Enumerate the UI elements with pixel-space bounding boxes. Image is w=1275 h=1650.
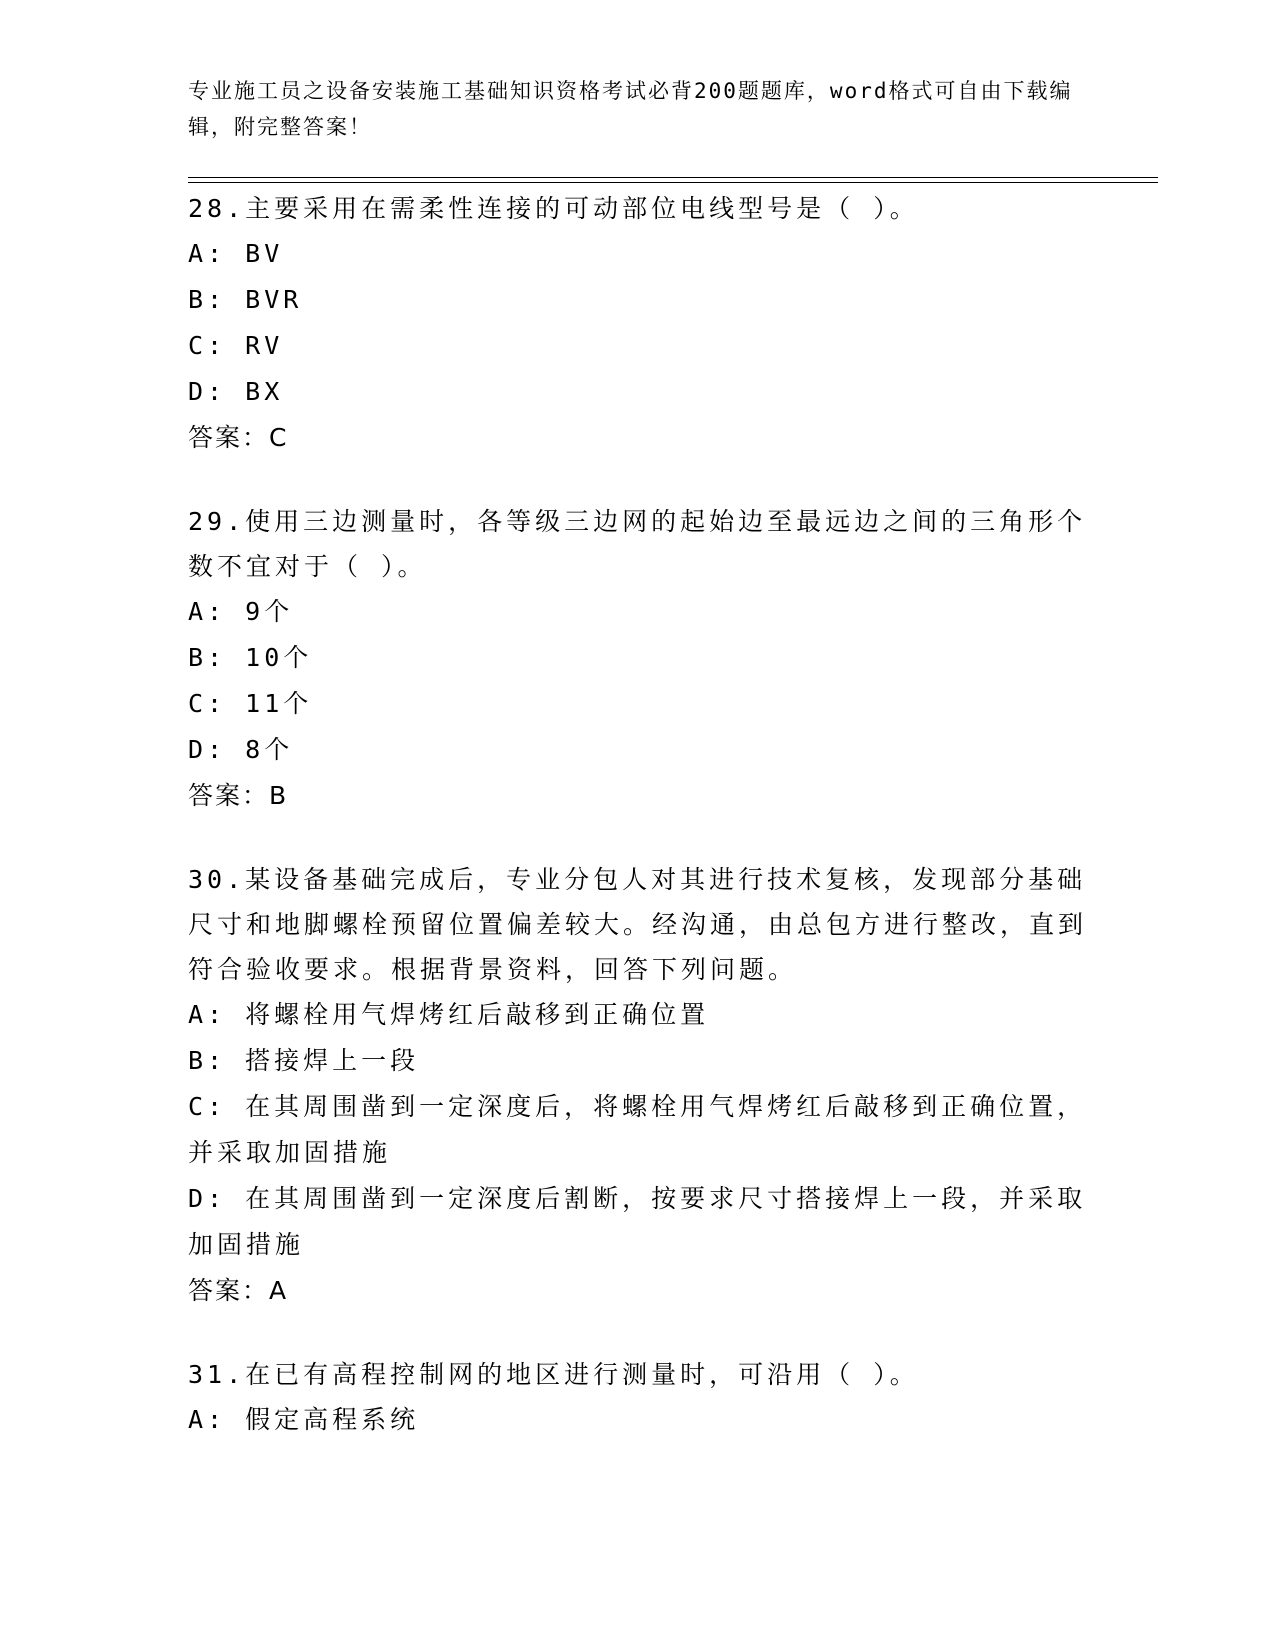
question-text: 30.某设备基础完成后，专业分包人对其进行技术复核，发现部分基础尺寸和地脚螺栓预留位置偏差较大。经沟通，由总包方进行整改，直到符合验收要求。根据背景资料，回答下列问题。 xyxy=(188,865,1088,984)
option-b: B: BVR xyxy=(188,285,303,314)
option-b: B: 搭接焊上一段 xyxy=(188,1046,420,1075)
question-text: 31.在已有高程控制网的地区进行测量时，可沿用（ ）。 xyxy=(188,1360,919,1389)
option-c: C: 在其周围凿到一定深度后，将螺栓用气焊烤红后敲移到正确位置，并采取加固措施 xyxy=(188,1092,1087,1167)
option-d: D: BX xyxy=(188,377,284,406)
question-text: 29.使用三边测量时，各等级三边网的起始边至最远边之间的三角形个数不宜对于（ ）。 xyxy=(188,507,1087,581)
answer-text: 答案：C xyxy=(188,423,289,452)
question-30 xyxy=(188,857,1088,1314)
option-a: A: 假定高程系统 xyxy=(188,1405,420,1434)
header-divider-thick xyxy=(188,182,1158,183)
question-list xyxy=(188,186,1088,1481)
answer-text: 答案：A xyxy=(188,1276,289,1305)
question-text: 28.主要采用在需柔性连接的可动部位电线型号是（ ）。 xyxy=(188,194,919,223)
option-a: A: 将螺栓用气焊烤红后敲移到正确位置 xyxy=(188,1000,710,1029)
option-a: A: BV xyxy=(188,239,284,268)
option-d: D: 在其周围凿到一定深度后割断，按要求尺寸搭接焊上一段，并采取加固措施 xyxy=(188,1184,1087,1259)
question-31 xyxy=(188,1352,1088,1443)
option-a: A: 9个 xyxy=(188,597,294,626)
option-b: B: 10个 xyxy=(188,643,313,672)
header-divider-thin xyxy=(188,177,1158,178)
option-c: C: 11个 xyxy=(188,689,313,718)
question-29 xyxy=(188,499,1088,819)
answer-text: 答案：B xyxy=(188,781,289,810)
question-28 xyxy=(188,186,1088,461)
option-c: C: RV xyxy=(188,331,284,360)
option-d: D: 8个 xyxy=(188,735,294,764)
document-header: 专业施工员之设备安装施工基础知识资格考试必背200题题库，word格式可自由下载编辑，附完整答案！ xyxy=(188,79,1073,139)
